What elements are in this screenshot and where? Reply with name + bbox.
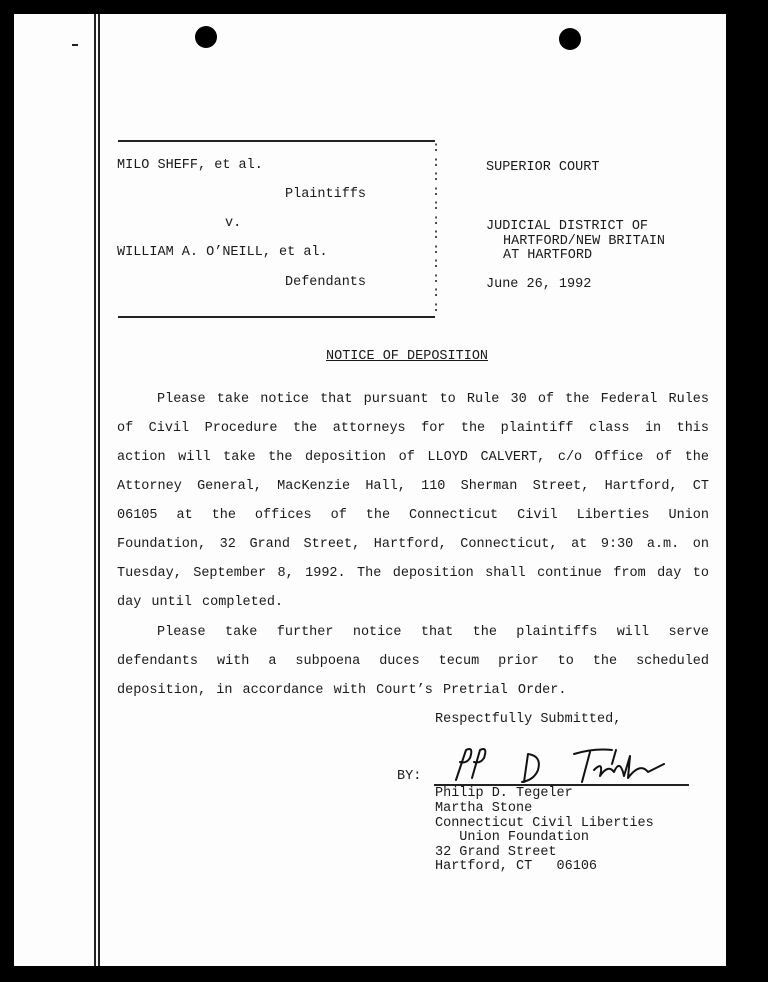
signatory-line-4: Union Foundation <box>435 830 589 845</box>
filing-date: June 26, 1992 <box>486 277 592 292</box>
punch-hole-right <box>559 28 581 50</box>
document-title: NOTICE OF DEPOSITION <box>326 349 489 364</box>
scan-mark <box>72 44 78 46</box>
caption-bottom-rule <box>118 316 435 318</box>
signatory-line-6: Hartford, CT 06106 <box>435 859 598 874</box>
punch-hole-left <box>195 26 217 48</box>
caption-top-rule <box>118 140 435 142</box>
signatory-line-3: Connecticut Civil Liberties <box>435 816 654 831</box>
caption-colon-column: : : : : : : : : : : : : <box>432 141 441 316</box>
by-label: BY: <box>397 769 422 784</box>
signatory-line-5: 32 Grand Street <box>435 845 557 860</box>
district-line-3: AT HARTFORD <box>503 248 593 263</box>
signatory-line-2: Martha Stone <box>435 801 533 816</box>
margin-rule-inner <box>98 14 100 966</box>
district-line-2: HARTFORD/NEW BRITAIN <box>503 234 666 249</box>
plaintiff-name: MILO SHEFF, et al. <box>117 158 263 173</box>
plaintiff-role: Plaintiffs <box>285 187 367 202</box>
defendant-name: WILLIAM A. O’NEILL, et al. <box>117 245 328 260</box>
versus: v. <box>225 216 242 231</box>
body-paragraph-1: Please take notice that pursuant to Rule 30 of the Federal Rules of Civil Procedure the attorneys for the plaintiff class in this action will take the deposition of LLOYD CALVERT, c/o Office of the Attorney General, MacKenzie Hall, 110 Sherman Street, Hartford, CT 06105 at the offices of the Connecticut Civil Liberties Union Foundation, 32 Grand Street, Hartford, Connecticut, at 9:30 a.m. on Tuesday, September 8, 1992. The deposition shall continue from day to day until completed. <box>117 392 709 610</box>
signature <box>444 742 674 788</box>
signatory-line-1: Philip D. Tegeler <box>435 786 573 801</box>
court-name: SUPERIOR COURT <box>486 160 600 175</box>
body-paragraph-2: Please take further notice that the plaintiffs will serve defendants with a subpoena duces tecum prior to the scheduled deposition, in accordance with Court’s Pretrial Order. <box>117 625 709 698</box>
closing-line: Respectfully Submitted, <box>435 712 622 727</box>
district-line-1: JUDICIAL DISTRICT OF <box>486 219 649 234</box>
document-page <box>14 14 726 966</box>
defendant-role: Defendants <box>285 275 367 290</box>
margin-rule-outer <box>94 14 96 966</box>
